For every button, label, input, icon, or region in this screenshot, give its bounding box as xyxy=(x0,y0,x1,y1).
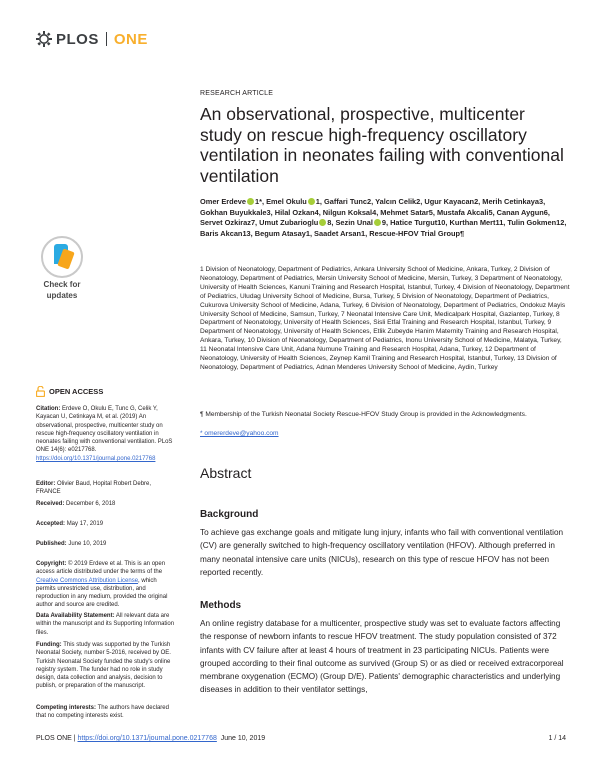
author-name[interactable]: Omer Erdeve xyxy=(200,197,247,206)
author-list xyxy=(200,197,570,239)
published-date: June 10, 2019 xyxy=(68,541,107,547)
received-label: Received: xyxy=(36,501,65,507)
badge-label-1: Check for xyxy=(43,280,81,289)
methods-paragraph: An online registry database for a multicenter, prospective study was set to evaluate factors affecting the response of newborn infants to rescue HFOV treatment. The study population consisted of 372 infants with CV failure after at least 4 hours of treatment in 23 participating NICUs. Patients were grouped according to their final outcome as survived (Group S) or as died or received extracorporeal membrane oxygenation (ECMO) (Group D/E). Patients' demographic characteristics and underlying diseases in addition to their ventilator settings, xyxy=(200,619,564,695)
copyright-block xyxy=(36,560,176,610)
citation-block xyxy=(36,405,176,463)
data-availability-text: All relevant data are within the manuscript and its Supporting Information files. xyxy=(36,613,175,636)
published-label: Published: xyxy=(36,541,67,547)
author-text: 1*, xyxy=(255,197,265,206)
citation-label: Citation: xyxy=(36,406,61,412)
background-paragraph: To achieve gas exchange goals and mitigate lung injury, infants who fail with conventional ventilation (CV) are generally switched to high-frequency oscillatory ventilation (HFOV). Although preferred in many neonatal intensive care units (NICUs), research on this type of rescue HFOV has not been reported recently. xyxy=(200,528,564,577)
methods-heading: Methods xyxy=(200,600,242,611)
membership-note: ¶ Membership of the Turkish Neonatal Society Rescue-HFOV Study Group is provided in the Acknowledgments. xyxy=(200,411,527,418)
received-block xyxy=(36,500,176,508)
accepted-label: Accepted: xyxy=(36,521,66,527)
orcid-icon[interactable] xyxy=(247,198,254,205)
open-lock-icon xyxy=(36,386,45,397)
copyright-text-1: © 2019 Erdeve et al. This is an open access article distributed under the terms of the xyxy=(36,561,166,576)
plos-logo-icon xyxy=(36,31,52,47)
corresponding-email-link[interactable]: * omererdeve@yahoo.com xyxy=(200,430,279,437)
abstract-heading: Abstract xyxy=(200,465,252,481)
copyright-text-2: , which permits unrestricted use, distribution, and reproduction in any medium, provided the original author and source are credited. xyxy=(36,577,168,609)
journal-logo[interactable] xyxy=(36,30,148,48)
author-text: 1, Gaffari Tunc2, Yalcın Celik2, Ugur Kayacan2, Merih Cetinkaya3, Gokhan Buyukkale3, Hilal Ozkan4, Nilgun Koksal4, Mehmet Satar5, Mustafa Akcali5, Canan Aygun6, Servet Ozkiraz7, Umut Zubarioglu xyxy=(200,197,550,228)
page-footer: PLOS ONE | https://doi.org/10.1371/journal.pone.0217768 June 10, 2019 1 / 14 xyxy=(36,735,566,742)
editor-block xyxy=(36,480,176,497)
background-heading: Background xyxy=(200,509,259,520)
affiliations: 1 Division of Neonatology, Department of Pediatrics, Ankara University School of Medicine, Ankara, Turkey, 2 Division of Neonatology, Department of Pediatrics, Mersin University School of Medicine, Mersin, Turkey, 3 Department of Neonatology, University of Health Sciences, Kanuni Training and Research Hospital, Istanbul, Turkey, 4 Division of Neonatology, Department of Pediatrics, Uludag University School of Medicine, Bursa, Turkey, 5 Division of Neonatology, Department of Pediatrics, Cukurova University School of Medicine, Adana, Turkey, 6 Division of Neonatology, Department of Pediatrics, Ondokuz Mayis University School of Medicine, Samsun, Turkey, 7 Neonatal Intensive Care Unit, Medicalpark Hospital, Gaziantep, Turkey, 8 Department of Neonatology, University of Health Sciences, Sisli Etfal Training and Research Hospital, Istanbul, Turkey, 9 Department of Neonatology, University of Health Sciences, Etlik Zubeyde Hanim Maternity Training and Research Hospital, Ankara, Turkey, 10 Division of Neonatology, Department of Pediatrics, Inonu University School of Medicine, Malatya, Turkey, 11 Neonatal Intensive Care Unit, Adana Numune Training and Research Hospital, Adana, Turkey, 12 Department of Neonatology, University of Health Sciences, Zeynep Kamil Training and Research Hospital, Istanbul, Turkey, 13 Division of Neonatology, Department of Pediatrics, Adnan Menderes University School of Medicine, Aydin, Turkey xyxy=(200,266,570,371)
page-number: 1 / 14 xyxy=(548,735,566,742)
author-name[interactable]: Emel Okulu xyxy=(266,197,307,206)
license-link[interactable]: Creative Commons Attribution License xyxy=(36,577,139,584)
citation-text: Erdeve O, Okulu E, Tunc G, Celik Y, Kayacan U, Cetinkaya M, et al. (2019) An observational, prospective, multicenter study on rescue high-frequency oscillatory ventilation in neonates failing with conventional ventilation. PLoS ONE 14(6): e0217768. xyxy=(36,406,173,454)
footer-journal: PLOS ONE xyxy=(36,735,72,742)
competing-interests-block xyxy=(36,704,176,721)
open-access-label xyxy=(36,386,103,397)
article-type: RESEARCH ARTICLE xyxy=(200,90,274,97)
check-for-updates-badge[interactable] xyxy=(36,236,88,300)
editor-label: Editor: xyxy=(36,481,56,487)
logo-plos-text: PLOS xyxy=(56,30,99,48)
copyright-label: Copyright: xyxy=(36,561,67,567)
data-availability-label: Data Availability Statement: xyxy=(36,613,115,619)
author-text: 8, Sezin Unal xyxy=(327,218,373,228)
citation-doi-link[interactable]: https://doi.org/10.1371/journal.pone.0217768 xyxy=(36,455,156,462)
competing-label: Competing interests: xyxy=(36,705,97,711)
logo-divider xyxy=(106,32,107,46)
author-text: 9, Hatice Turgut10, Kurthan Mert11, Tulin Gokmen12, Baris Akcan13, Begum Atasay1, Saadet Arsan1, Rescue-HFOV Trial Group¶ xyxy=(200,218,567,238)
competing-text: The authors have declared that no competing interests exist. xyxy=(36,705,169,720)
editor-text: Olivier Baud, Hopital Robert Debre, FRANCE xyxy=(36,481,152,496)
published-block xyxy=(36,540,176,548)
accepted-block xyxy=(36,520,176,528)
funding-block xyxy=(36,641,176,691)
orcid-icon[interactable] xyxy=(308,198,315,205)
data-availability-block xyxy=(36,612,176,637)
funding-label: Funding: xyxy=(36,642,62,648)
crossmark-icon xyxy=(41,236,83,278)
funding-text: This study was supported by the Turkish Neonatal Society, number 5-2016, received by OE. Turkish Neonatal Society funded the study's online registry system. The funder had no role in study design, data collection and analysis, decision to publish, or preparation of the manuscript. xyxy=(36,642,171,690)
article-title: An observational, prospective, multicenter study on rescue high-frequency oscillatory ventilation in neonates failing with conventional ventilation xyxy=(200,104,564,186)
footer-date: June 10, 2019 xyxy=(220,735,266,742)
orcid-icon[interactable] xyxy=(374,219,381,226)
open-access-text: OPEN ACCESS xyxy=(49,387,104,396)
logo-one-text: ONE xyxy=(113,30,148,48)
footer-doi-link[interactable]: https://doi.org/10.1371/journal.pone.0217768 xyxy=(77,735,217,742)
orcid-icon[interactable] xyxy=(319,219,326,226)
accepted-date: May 17, 2019 xyxy=(66,521,104,527)
received-date: December 6, 2018 xyxy=(66,501,116,507)
badge-label-2: updates xyxy=(46,291,78,300)
